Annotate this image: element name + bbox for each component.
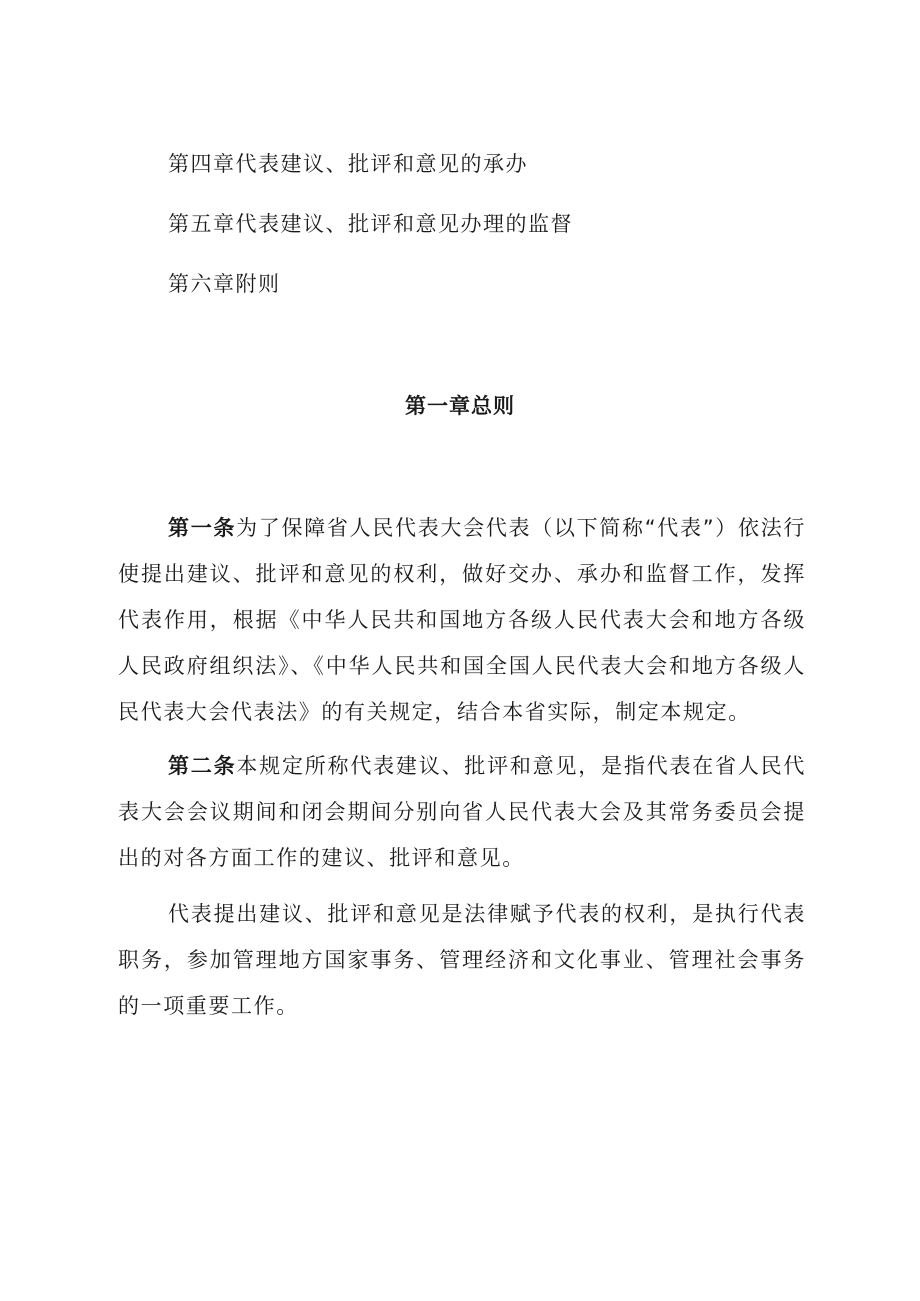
article-2 [118, 743, 806, 881]
article-1-label: 第一条 [168, 516, 237, 540]
article-2-paragraph-2: 代表提出建议、批评和意见是法律赋予代表的权利，是执行代表职务，参加管理地方国家事务、管理经济和文化事业、管理社会事务的一项重要工作。 [118, 902, 806, 1018]
chapter-title: 第一章总则 [405, 394, 515, 418]
article-2-text: 本规定所称代表建议、批评和意见，是指代表在省人民代表大会会议期间和闭会期间分别向省人民代表大会及其常务委员会提出的对各方面工作的建议、批评和意见。 [118, 754, 806, 870]
toc-item-chapter-4: 第四章代表建议、批评和意见的承办 [168, 152, 528, 176]
toc-item-chapter-6: 第六章附则 [168, 272, 281, 296]
article-1 [118, 505, 806, 735]
toc-item-chapter-5: 第五章代表建议、批评和意见办理的监督 [168, 212, 573, 236]
article-2-label: 第二条 [168, 754, 237, 778]
article-1-text: 为了保障省人民代表大会代表（以下简称“代表”）依法行使提出建议、批评和意见的权利，做好交办、承办和监督工作，发挥代表作用，根据《中华人民共和国地方各级人民代表大会和地方各级人民政府组织法》、《中华人民共和国全国人民代表大会和地方各级人民代表大会代表法》的有关规定，结合本省实际，制定本规定。 [118, 516, 806, 724]
